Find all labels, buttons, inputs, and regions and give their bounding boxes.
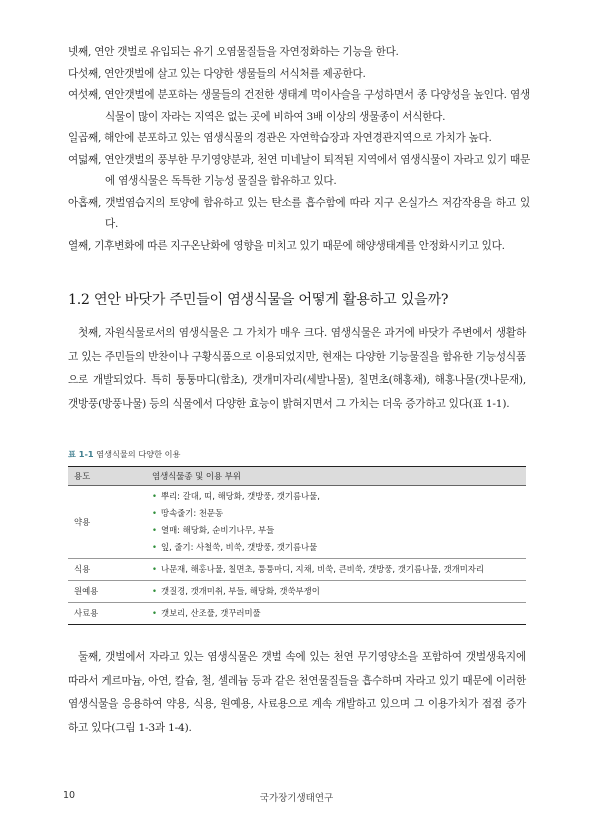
table-row [68,581,526,603]
footer-institute: 국가장기생태연구 [259,793,334,804]
species-item: • 나문재, 해홍나물, 칠면초, 퉁퉁마디, 지채, 비쑥, 큰비쑥, 갯방풍, 갯기름나물, 갯개미자리 [152,561,520,578]
list-item: 여덟째, 연안갯벌의 풍부한 무기영양분과, 천연 미네날이 퇴적된 지역에서 염생식물이 자라고 있기 때문에 염생식물은 독특한 기능성 물질을 함유하고 있다. [68,153,530,187]
list-item: 아홉째, 갯벌염습지의 토양에 함유하고 있는 탄소를 흡수함에 따라 지구 온실가스 저감작용을 하고 있다. [68,196,530,230]
section-heading: 1.2 연안 바닷가 주민들이 염생식물을 어떻게 활용하고 있을까? [68,292,449,308]
column-header-species: 염생식물종 및 이용 부위 [146,467,526,486]
category-cell: 약용 [68,486,146,559]
species-cell [146,581,526,603]
usage-table [68,466,526,625]
species-item: • 갯질경, 갯개미취, 부들, 해당화, 갯쑥부쟁이 [152,583,520,600]
list-item: 열째, 기후변화에 따른 지구온난화에 영향을 미치고 있기 때문에 해양생태계를 안정화시키고 있다. [68,239,505,252]
table-header-row [68,467,526,486]
species-cell [146,559,526,581]
column-header-use: 용도 [68,467,146,486]
intro-list [68,42,530,257]
species-item: • 열매: 해당화, 순비기나무, 부들 [152,522,520,539]
table-caption-tag: 표 1-1 [68,449,94,459]
category-cell: 식용 [68,559,146,581]
list-item: 일곱째, 해안에 분포하고 있는 염생식물의 경관은 자연학습장과 자연경관지역으로 가치가 높다. [68,132,492,144]
species-item: • 갯보리, 산조풀, 갯꾸러미풀 [152,605,520,622]
page-number: 10 [63,790,76,801]
table-row [68,603,526,625]
category-cell: 원예용 [68,581,146,603]
list-item: 다섯째, 연안갯벌에 살고 있는 다양한 생물들의 서식처를 제공한다. [68,67,366,80]
table-caption-text: 염생식물의 다양한 이용 [96,449,181,459]
table-caption [68,449,180,460]
body-paragraph: 첫째, 자원식물로서의 염생식물은 그 가치가 매우 크다. 염생식물은 과거에 바닷가 주변에서 생활하고 있는 주민들의 반찬이나 구황식품으로 이용되었지만, 현재는 다양한 기능물질을 함유한 기능성식품으로 개발되었다. 특히 퉁퉁마디(함초), 갯개미자리(세발나물), 칠면초(해홍채), 해홍나물(갯나문재), 갯방풍(방풍나물) 등의 식물에서 다양한 효능이 밝혀지면서 그 가치는 더욱 증가하고 있다(표 1-1). [68,327,526,410]
species-item: • 땅속줄기: 천문동 [152,505,520,522]
category-cell: 사료용 [68,603,146,625]
list-item: 여섯째, 연안갯벌에 분포하는 생물들의 건전한 생태계 먹이사슬을 구성하면서 종 다양성을 높인다. 염생식물이 많이 자라는 지역은 없는 곳에 비하여 3배 이상의 생물종이 서식한다. [68,89,530,123]
species-cell [146,603,526,625]
table-row [68,559,526,581]
species-cell [146,486,526,559]
species-item: • 뿌리: 갈대, 띠, 해당화, 갯방풍, 갯기름나물, [152,488,520,505]
species-item: • 잎, 줄기: 사철쑥, 비쑥, 갯방풍, 갯기름나물 [152,539,520,556]
table-row [68,486,526,559]
body-paragraph: 둘째, 갯벌에서 자라고 있는 염생식물은 갯벌 속에 있는 천연 무기영양소을 포함하여 갯벌생육지에 따라서 게르마늄, 아연, 칼슘, 철, 셀레늄 등과 같은 천연물질들을 흡수하며 자라고 있기 때문에 이러한 염생식물을 응용하여 약용, 식용, 원예용, 사료용으로 계속 개발하고 있으며 그 이용가치가 점점 증가하고 있다(그림 1-3과 1-4). [68,651,526,734]
list-item: 넷째, 연안 갯벌로 유입되는 유기 오염물질들을 자연정화하는 기능을 한다. [68,46,399,58]
